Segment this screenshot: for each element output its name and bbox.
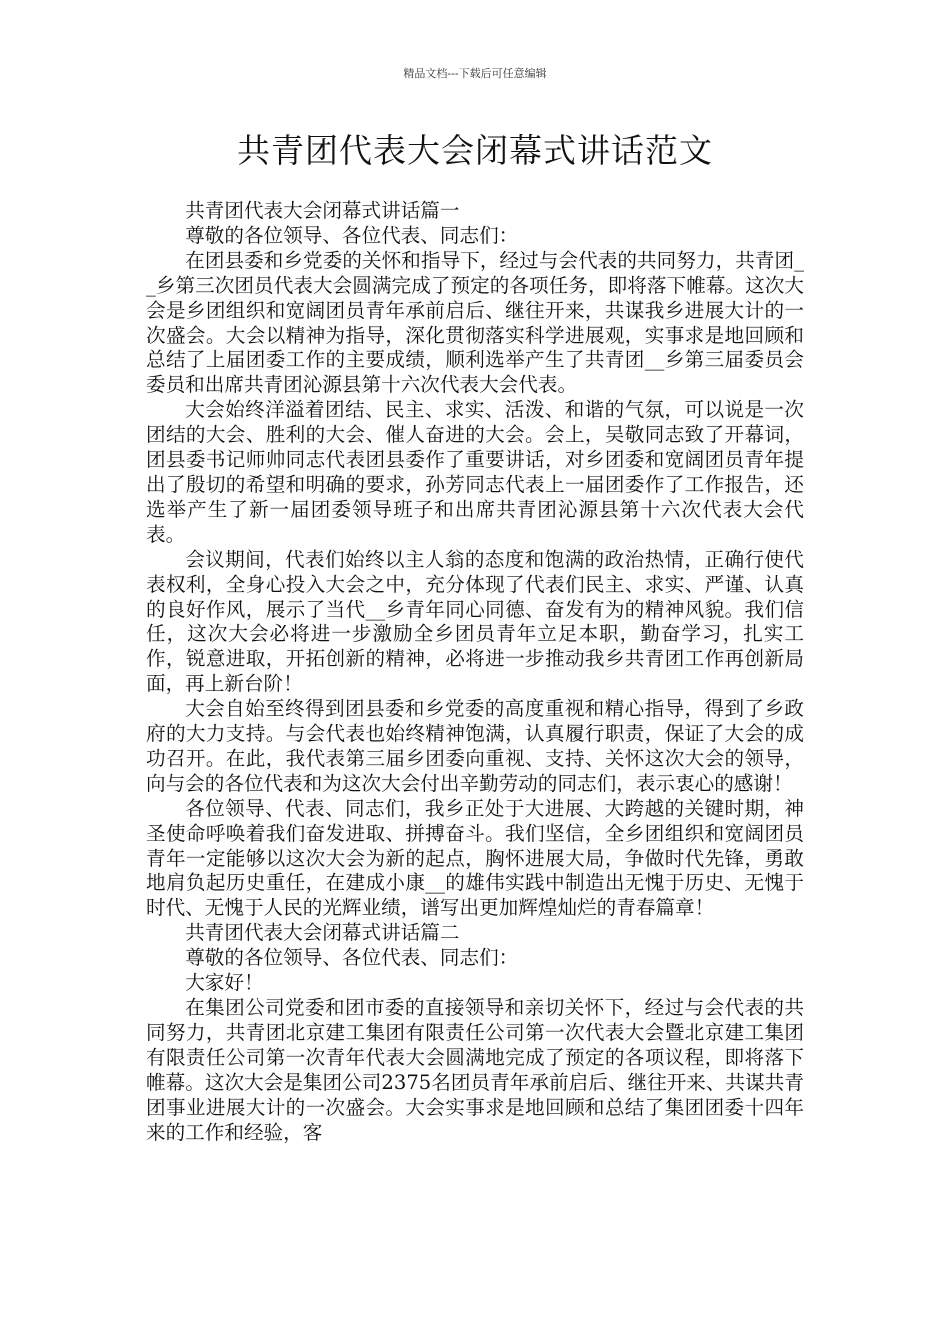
paragraph-8: 共青团代表大会闭幕式讲话篇二 [185, 921, 460, 945]
paragraph-1: 共青团代表大会闭幕式讲话篇一 [185, 199, 460, 222]
paragraph-6: 大会自始至终得到团县委和乡党委的高度重视和精心指导，得到了乡政府的大力支持。与会代表也始终精神饱满，认真履行职责，保证了大会的成功召开。在此，我代表第三届乡团委向重视、支持、关怀这次大会的领导，向与会的各位代表和为这次大会付出辛勤劳动的同志们，表示衷心的感谢！ [146, 697, 804, 795]
paragraph-9: 尊敬的各位领导、各位代表、同志们： [185, 946, 519, 970]
paragraph-7: 各位领导、代表、同志们，我乡正处于大进展、大跨越的关键时期，神圣使命呼唤着我们奋发进取、拼搏奋斗。我们坚信，全乡团组织和宽阔团员青年一定能够以这次大会为新的起点，胸怀进展大局，争做时代先锋，勇敢地肩负起历史重任，在建成小康__的雄伟实践中制造出无愧于历史、无愧于时代、无愧于人民的光辉业绩，谱写出更加辉煌灿烂的青春篇章！ [146, 796, 804, 920]
paragraph-4: 大会始终洋溢着团结、民主、求实、活泼、和谐的气氛，可以说是一次团结的大会、胜利的大会、催人奋进的大会。会上，吴敬同志致了开幕词，团县委书记师帅同志代表团县委作了重要讲话，对乡团委和宽阔团员青年提出了殷切的希望和明确的要求，孙芳同志代表上一届团委作了工作报告，还选举产生了新一届团委领导班子和出席共青团沁源县第十六次代表大会代表。 [146, 398, 804, 546]
paragraph-11: 在集团公司党委和团市委的直接领导和亲切关怀下，经过与会代表的共同努力，共青团北京建工集团有限责任公司第一次代表大会暨北京建工集团有限责任公司第一次青年代表大会圆满地完成了预定的各项议程，即将落下帷幕。这次大会是集团公司2375名团员青年承前启后、继往开来、共谋共青团事业进展大计的一次盛会。大会实事求是地回顾和总结了集团团委十四年来的工作和经验，客 [146, 996, 804, 1144]
paragraph-5: 会议期间，代表们始终以主人翁的态度和饱满的政治热情，正确行使代表权利，全身心投入大会之中，充分体现了代表们民主、求实、严谨、认真的良好作风，展示了当代__乡青年同心同德、奋发有为的精神风貌。我们信任，这次大会必将进一步激励全乡团员青年立足本职，勤奋学习，扎实工作，锐意进取，开拓创新的精神，必将进一步推动我乡共青团工作再创新局面，再上新台阶！ [146, 547, 804, 696]
page-header: 精品文档---下载后可任意编辑 [403, 67, 547, 80]
paragraph-2: 尊敬的各位领导、各位代表、同志们： [185, 223, 519, 247]
document-title: 共青团代表大会闭幕式讲话范文 [237, 131, 713, 170]
paragraph-3: 在团县委和乡党委的关怀和指导下，经过与会代表的共同努力，共青团__乡第三次团员代表大会圆满完成了预定的各项任务，即将落下帷幕。这次大会是乡团组织和宽阔团员青年承前启后、继往开来，共谋我乡进展大计的一次盛会。大会以精神为指导，深化贯彻落实科学进展观，实事求是地回顾和总结了上届团委工作的主要成绩，顺利选举产生了共青团__乡第三届委员会委员和出席共青团沁源县第十六次代表大会代表。 [146, 248, 804, 397]
document-body [146, 199, 804, 1145]
paragraph-10: 大家好！ [185, 971, 264, 995]
